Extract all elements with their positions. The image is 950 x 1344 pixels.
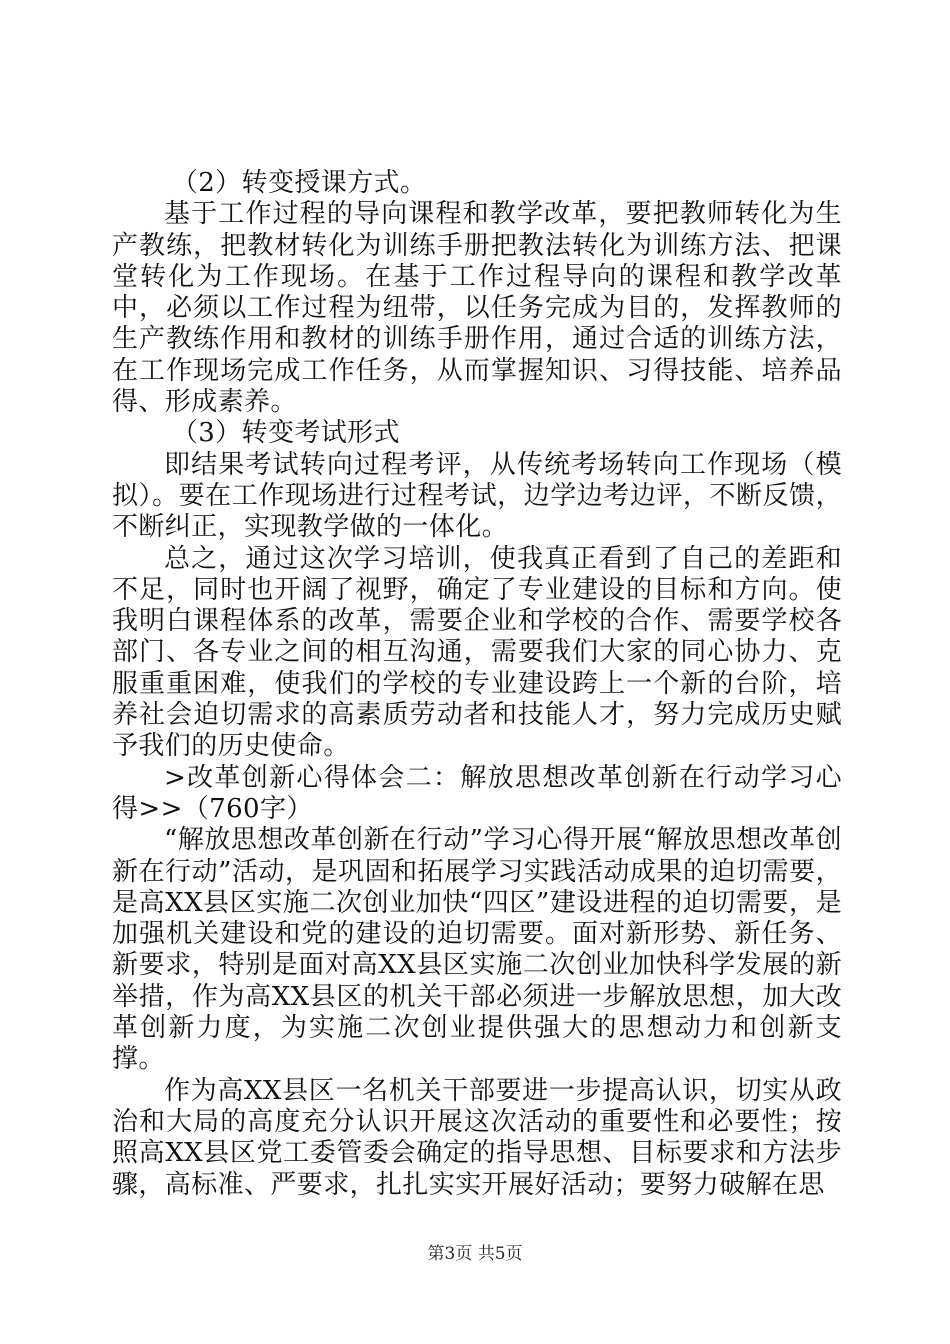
paragraph-emancipate-mind: “解放思想改革创新在行动”学习心得开展“解放思想改革创新在行动”活动，是巩固和拓展学习实践活动成果的迫切需要，是高XX县区实施二次创业加快“四区”建设进程的迫切需要，是加强机关建设和党的建设的迫切需要。面对新形势、新任务、新要求，特别是面对高XX县区实施二次创业加快科学发展的新举措，作为高XX县区的机关干部必须进一步解放思想，加大改革创新力度，为实施二次创业提供强大的思想动力和创新支撑。 xyxy=(112,825,842,1075)
section-heading-change-teaching-method: （2）转变授课方式。 xyxy=(171,168,427,198)
paragraph-exam-reform: 即结果考试转向过程考评，从传统考场转向工作现场（模拟）。要在工作现场进行过程考试，边学边考边评，不断反馈，不断纠正，实现教学做的一体化。 xyxy=(112,449,842,543)
document-body xyxy=(112,168,842,1201)
paragraph-cadre-awareness: 作为高XX县区一名机关干部要进一步提高认识，切实从政治和大局的高度充分认识开展这次活动的重要性和必要性；按照高XX县区党工委管委会确定的指导思想、目标要求和方法步骤，高标准、严要求，扎扎实实开展好活动；要努力破解在思 xyxy=(112,1075,842,1200)
page-footer xyxy=(0,1244,950,1264)
page-number-indicator: 第3页 共5页 xyxy=(427,1244,523,1264)
paragraph-teaching-reform: 基于工作过程的导向课程和教学改革，要把教师转化为生产教练，把教材转化为训练手册把教法转化为训练方法、把课堂转化为工作现场。在基于工作过程导向的课程和教学改革中，必须以工作过程为纽带，以任务完成为目的，发挥教师的生产教练作用和教材的训练手册作用，通过合适的训练方法，在工作现场完成工作任务，从而掌握知识、习得技能、培养品得、形成素养。 xyxy=(112,199,842,418)
section-heading-reform-innovation-two: >改革创新心得体会二：解放思想改革创新在行动学习心得>>（760字） xyxy=(112,762,842,824)
section-heading-change-exam-form: （3）转变考试形式 xyxy=(171,418,400,449)
paragraph-summary: 总之，通过这次学习培训，使我真正看到了自己的差距和不足，同时也开阔了视野，确定了专业建设的目标和方向。使我明白课程体系的改革，需要企业和学校的合作、需要学校各部门、各专业之间的相互沟通，需要我们大家的同心协力、克服重重困难，使我们的学校的专业建设跨上一个新的台阶，培养社会迫切需求的高素质劳动者和技能人才，努力完成历史赋予我们的历史使命。 xyxy=(112,543,842,762)
